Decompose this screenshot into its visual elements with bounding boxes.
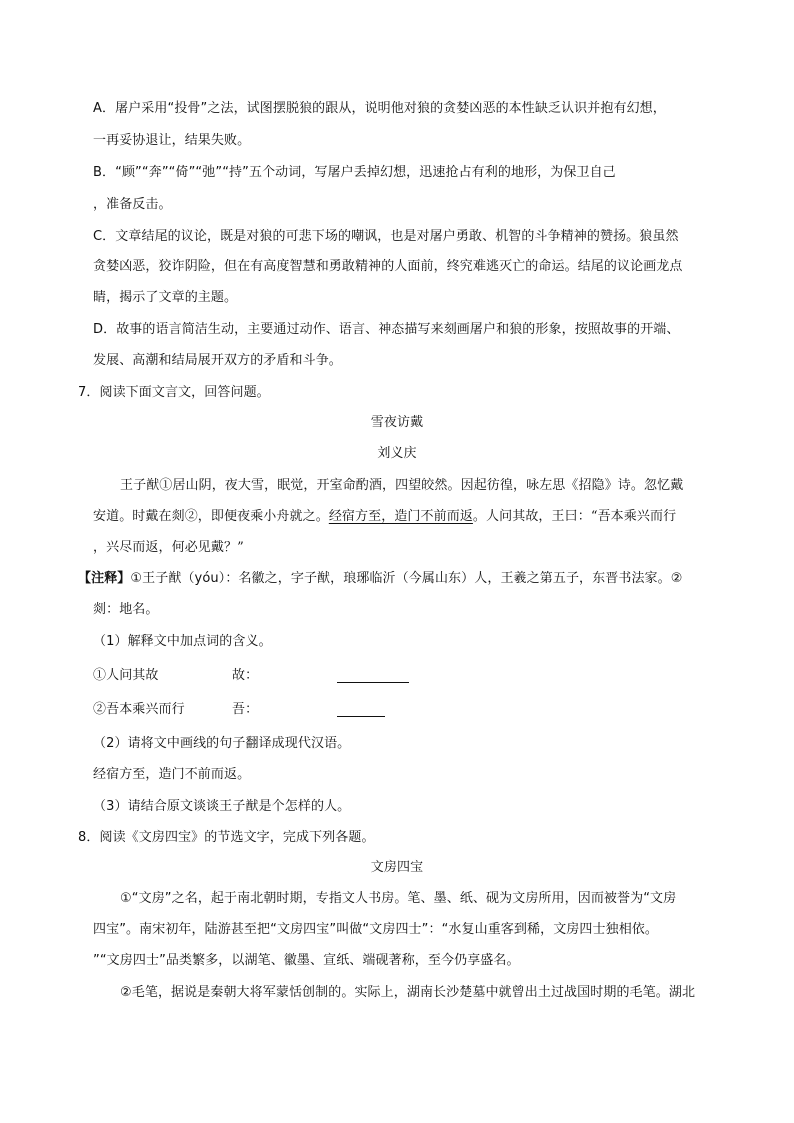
passage-title: 雪夜访戴 (370, 415, 424, 430)
option-c-line3: 睛，揭示了文章的主题。 (93, 290, 238, 305)
item-2-answer-blank[interactable] (337, 716, 385, 717)
passage-line3: ，兴尽而返，何必见戴？” (93, 540, 244, 555)
passage-line1: 王子猷①居山阴，夜大雪，眠觉，开室命酌酒，四望皎然。因起彷徨，咏左思《招隐》诗。忽忆戴 (120, 478, 684, 493)
annotation-text: ①王子猷（yóu）：名徽之，字子猷，琅琊临沂（今属山东）人，王羲之第五子，东晋书法家。② (130, 571, 683, 586)
option-a-line1: A．屠户采用“投骨”之法，试图摆脱狼的跟从，说明他对狼的贪婪凶恶的本性缺乏认识并抱有幻想， (93, 101, 666, 116)
option-c-line2: 贪婪凶恶，狡诈阴险，但在有高度智慧和勇敢精神的人面前，终究难逃灭亡的命运。结尾的议论画龙点 (93, 259, 683, 274)
paragraph-1-line3: ”“文房四士”品类繁多，以湖笔、徽墨、宣纸、端砚著称，至今仍享盛名。 (93, 953, 520, 968)
sub-question-2-sentence: 经宿方至，造门不前而返。 (93, 767, 251, 782)
option-b-line1: B．“顾”“奔”“倚”“弛”“持”五个动词，写屠户丢掉幻想，迅速抢占有利的地形，为保卫自己 (93, 165, 616, 180)
item-2-phrase: ②吾本乘兴而行 (93, 702, 185, 717)
passage-author: 刘义庆 (377, 446, 417, 461)
option-c-line1: C．文章结尾的议论，既是对狼的可悲下场的嘲讽，也是对屠户勇敢、机智的斗争精神的赞扬。狼虽然 (93, 229, 679, 244)
annotation-line1 (78, 569, 708, 589)
item-2-word: 吾： (232, 702, 259, 717)
item-1-answer-blank[interactable] (337, 682, 409, 683)
paragraph-2-line1: ②毛笔，据说是秦朝大将军蒙恬创制的。实际上，湖南长沙楚墓中就曾出土过战国时期的毛笔。湖北 (120, 985, 696, 1000)
paragraph-1-line1: ①“文房”之名，起于南北朝时期，专指文人书房。笔、墨、纸、砚为文房所用，因而被誉为“文房 (120, 891, 677, 906)
passage-line2 (93, 507, 723, 527)
passage-line2-end: 。人问其故，王曰：“吾本乘兴而行 (472, 509, 677, 524)
sub-question-1: （1）解释文中加点词的含义。 (93, 634, 272, 649)
passage-line2-start: 安道。时戴在剡②，即便夜乘小舟就之。 (93, 509, 329, 524)
question-8-stem: 8．阅读《文房四宝》的节选文字，完成下列各题。 (78, 830, 375, 845)
sub-question-2: （2）请将文中画线的句子翻译成现代汉语。 (93, 736, 351, 751)
option-a-line2: 一再妥协退让，结果失败。 (93, 133, 251, 148)
sub-question-3: （3）请结合原文谈谈王子猷是个怎样的人。 (93, 799, 351, 814)
annotation-label: 【注释】 (78, 571, 131, 586)
option-b-line2: ，准备反击。 (93, 197, 172, 212)
paragraph-1-line2: 四宝”。南宋初年，陆游甚至把“文房四宝”叫做“文房四士”：“水复山重客到稀，文房四士独相依。 (93, 922, 659, 937)
annotation-line2: 剡：地名。 (93, 602, 159, 617)
question-7-stem: 7．阅读下面文言文，回答问题。 (78, 385, 270, 400)
item-1-phrase: ①人问其故 (93, 668, 159, 683)
item-1-word: 故： (232, 668, 259, 683)
passage-2-title: 文房四宝 (370, 860, 424, 875)
option-d-line1: D．故事的语言简洁生动，主要通过动作、语言、神态描写来刻画屠户和狼的形象，按照故事的开端、 (93, 322, 680, 337)
option-d-line2: 发展、高潮和结局展开双方的矛盾和斗争。 (93, 353, 342, 368)
underlined-sentence: 经宿方至，造门不前而返 (328, 509, 473, 524)
